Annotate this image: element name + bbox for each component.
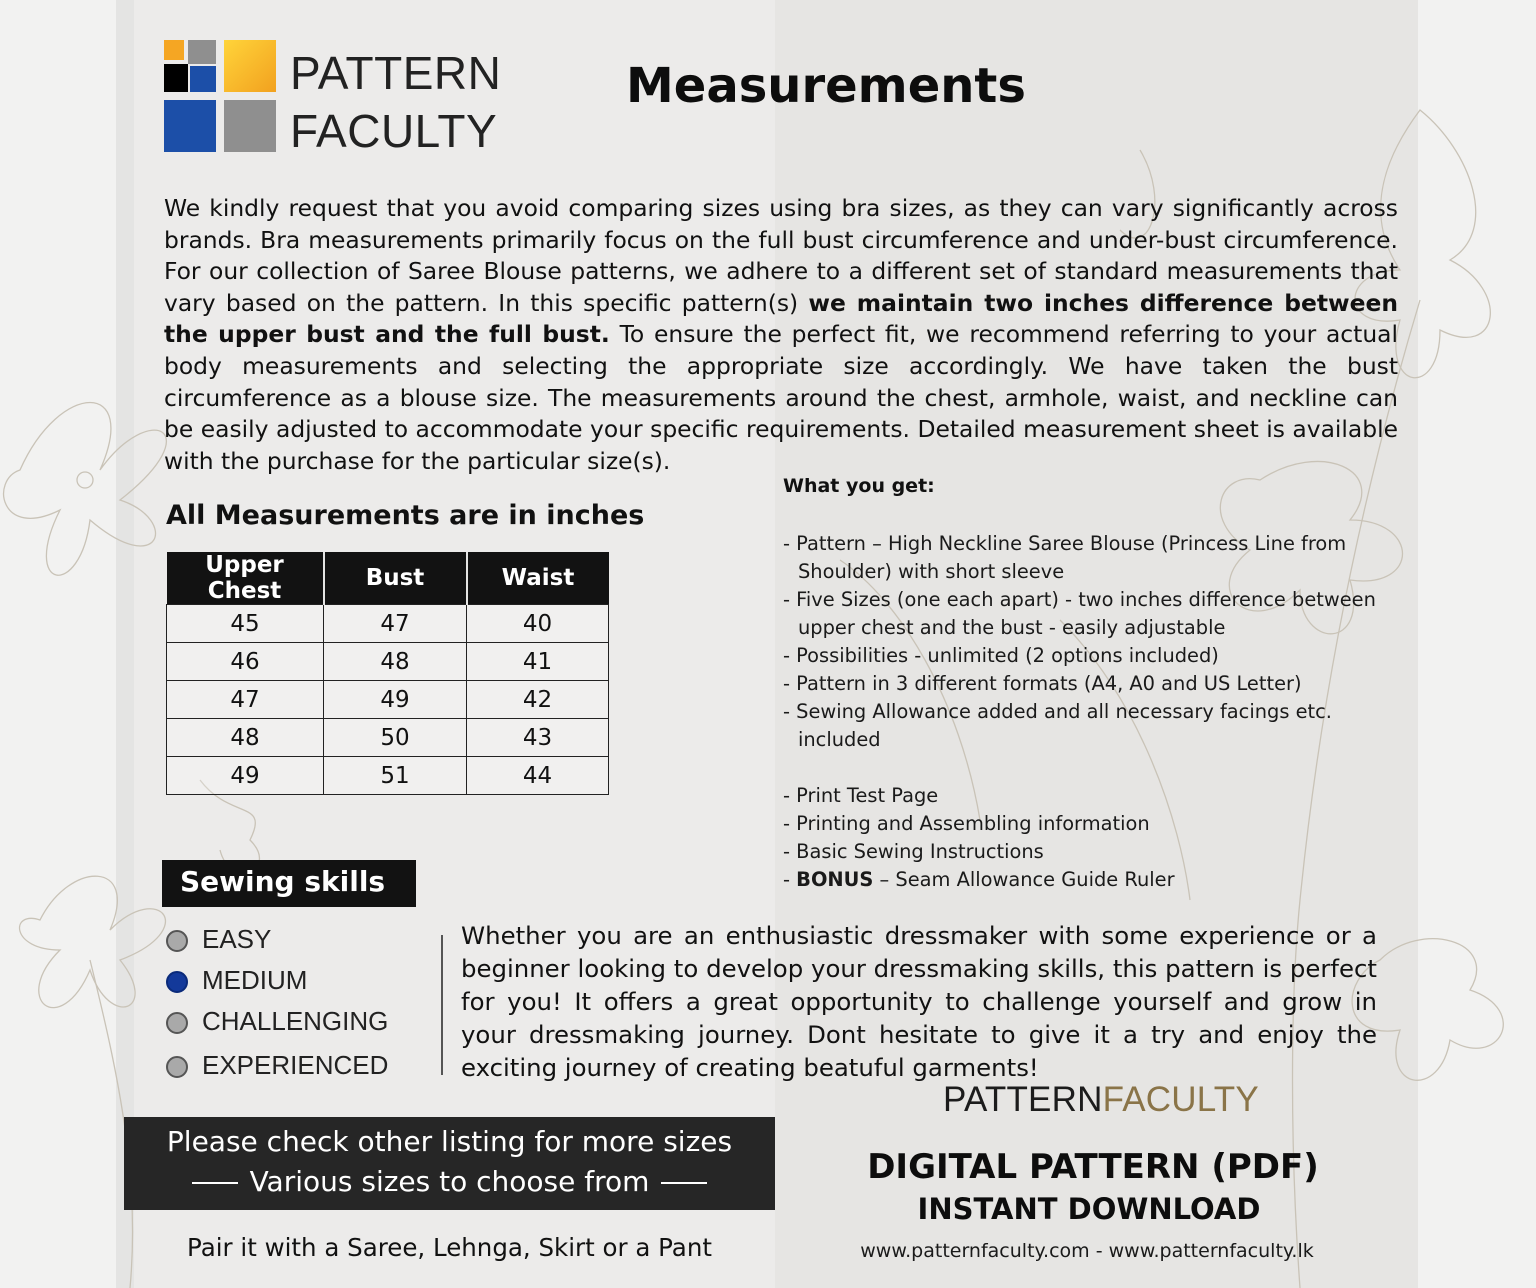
banner-line-1: Please check other listing for more sizes — [166, 1125, 733, 1158]
bonus-text: – Seam Allowance Guide Ruler — [873, 868, 1175, 891]
list-item-bonus — [783, 866, 1383, 894]
col-header-upper-chest: Upper Chest — [167, 552, 324, 605]
paper-margin-right — [1418, 0, 1536, 1288]
table-row — [167, 719, 609, 757]
cell-waist: 42 — [467, 681, 609, 719]
skill-level-label: EASY — [202, 924, 272, 954]
what-you-get-list — [783, 530, 1383, 894]
table-row — [167, 681, 609, 719]
table-row — [167, 605, 609, 643]
pairing-note: Pair it with a Saree, Lehnga, Skirt or a Pant — [187, 1233, 712, 1262]
logo-wordmark — [290, 44, 501, 160]
skill-level-label: EXPERIENCED — [202, 1050, 389, 1080]
col-header-bust: Bust — [324, 552, 467, 605]
cell-bust: 47 — [324, 605, 467, 643]
what-you-get-heading: What you get: — [783, 475, 935, 497]
website-urls: www.patternfaculty.com - www.patternfaculty.lk — [860, 1240, 1314, 1262]
list-item: - Sewing Allowance added and all necessary facings etc. included — [783, 700, 1332, 751]
intro-text-1: We kindly request that you avoid comparing sizes using bra sizes, as they can vary significantly across brands. Bra measurements primarily focus on the full bust circumference and under-bust circumference. For our collection of Saree Blouse patterns, we adhere to a different set of standard measurements that vary based on the pattern. In this specific pattern(s) — [164, 194, 1398, 317]
table-row — [167, 643, 609, 681]
footer-word-faculty: FACULTY — [1102, 1080, 1259, 1119]
paper-margin-left — [0, 0, 116, 1288]
cell-bust: 49 — [324, 681, 467, 719]
skills-description: Whether you are an enthusiastic dressmaker with some experience or a beginner looking to develop your dressmaking skills, this pattern is perfect for you! It offers a great opportunity to challenge yourself and grow in your dressmaking journey. Dont hesitate to give it a try and enjoy the exciting journey of creating beatuful garments! — [461, 921, 1377, 1082]
skill-level-easy — [166, 924, 271, 955]
radio-dot-icon — [166, 930, 188, 952]
list-item: - Possibilities - unlimited (2 options included) — [783, 644, 1219, 667]
list-item: - Basic Sewing Instructions — [783, 840, 1044, 863]
cell-upper-chest: 47 — [167, 681, 324, 719]
cell-upper-chest: 45 — [167, 605, 324, 643]
cell-upper-chest: 46 — [167, 643, 324, 681]
sewing-skills-heading: Sewing skills — [162, 860, 416, 907]
banner-line-2: Various sizes to choose from — [249, 1165, 650, 1198]
col-header-waist: Waist — [467, 552, 609, 605]
list-item: - Five Sizes (one each apart) - two inches difference between upper chest and the bust - easily adjustable — [783, 588, 1376, 639]
list-item: - Print Test Page — [783, 784, 939, 807]
list-item: - Pattern – High Neckline Saree Blouse (Princess Line from Shoulder) with short sleeve — [783, 532, 1347, 583]
skill-level-challenging — [166, 1006, 388, 1037]
logo-word-faculty: FACULTY — [290, 105, 498, 157]
radio-dot-icon — [166, 1012, 188, 1034]
list-item: - Pattern in 3 different formats (A4, A0 and US Letter) — [783, 672, 1302, 695]
cell-waist: 41 — [467, 643, 609, 681]
skill-level-experienced — [166, 1050, 388, 1081]
table-header-row — [167, 552, 609, 605]
skill-level-label: MEDIUM — [202, 965, 308, 995]
radio-dot-icon — [166, 1056, 188, 1078]
footer-word-pattern: PATTERN — [943, 1080, 1103, 1119]
intro-text-2: To ensure the perfect fit, we recommend referring to your actual body measurements and selecting the appropriate size accordingly. We have taken the bust circumference as a blouse size. The measurements around the chest, armhole, waist, and neckline can be easily adjusted to accommodate your specific requirements. Detailed measurement sheet is available with the purchase for the particular size(s). — [164, 320, 1398, 475]
cell-bust: 48 — [324, 643, 467, 681]
cell-bust: 51 — [324, 757, 467, 795]
instant-download-label: INSTANT DOWNLOAD — [917, 1192, 1261, 1226]
logo-word-pattern: PATTERN — [290, 47, 502, 99]
digital-pattern-label: DIGITAL PATTERN (PDF) — [867, 1147, 1319, 1187]
radio-dot-selected-icon — [166, 971, 188, 993]
list-item: - Printing and Assembling information — [783, 812, 1150, 835]
measurements-heading: All Measurements are in inches — [166, 500, 645, 531]
table-row — [167, 757, 609, 795]
cell-waist: 40 — [467, 605, 609, 643]
skill-level-medium — [166, 965, 307, 996]
cell-waist: 43 — [467, 719, 609, 757]
footer-wordmark — [943, 1080, 1259, 1120]
cell-upper-chest: 49 — [167, 757, 324, 795]
intro-paragraph — [164, 193, 1398, 477]
bonus-prefix: - — [783, 868, 797, 891]
pattern-faculty-logo — [164, 40, 276, 152]
intro-bold-text: we maintain two inches difference between the upper bust and the full bust. — [164, 288, 1398, 349]
vertical-divider — [441, 935, 443, 1075]
cell-waist: 44 — [467, 757, 609, 795]
bonus-label: BONUS — [796, 868, 874, 891]
page-title: Measurements — [626, 58, 1026, 114]
size-chart-table — [166, 552, 609, 795]
skill-level-label: CHALLENGING — [202, 1006, 389, 1036]
cell-bust: 50 — [324, 719, 467, 757]
cell-upper-chest: 48 — [167, 719, 324, 757]
